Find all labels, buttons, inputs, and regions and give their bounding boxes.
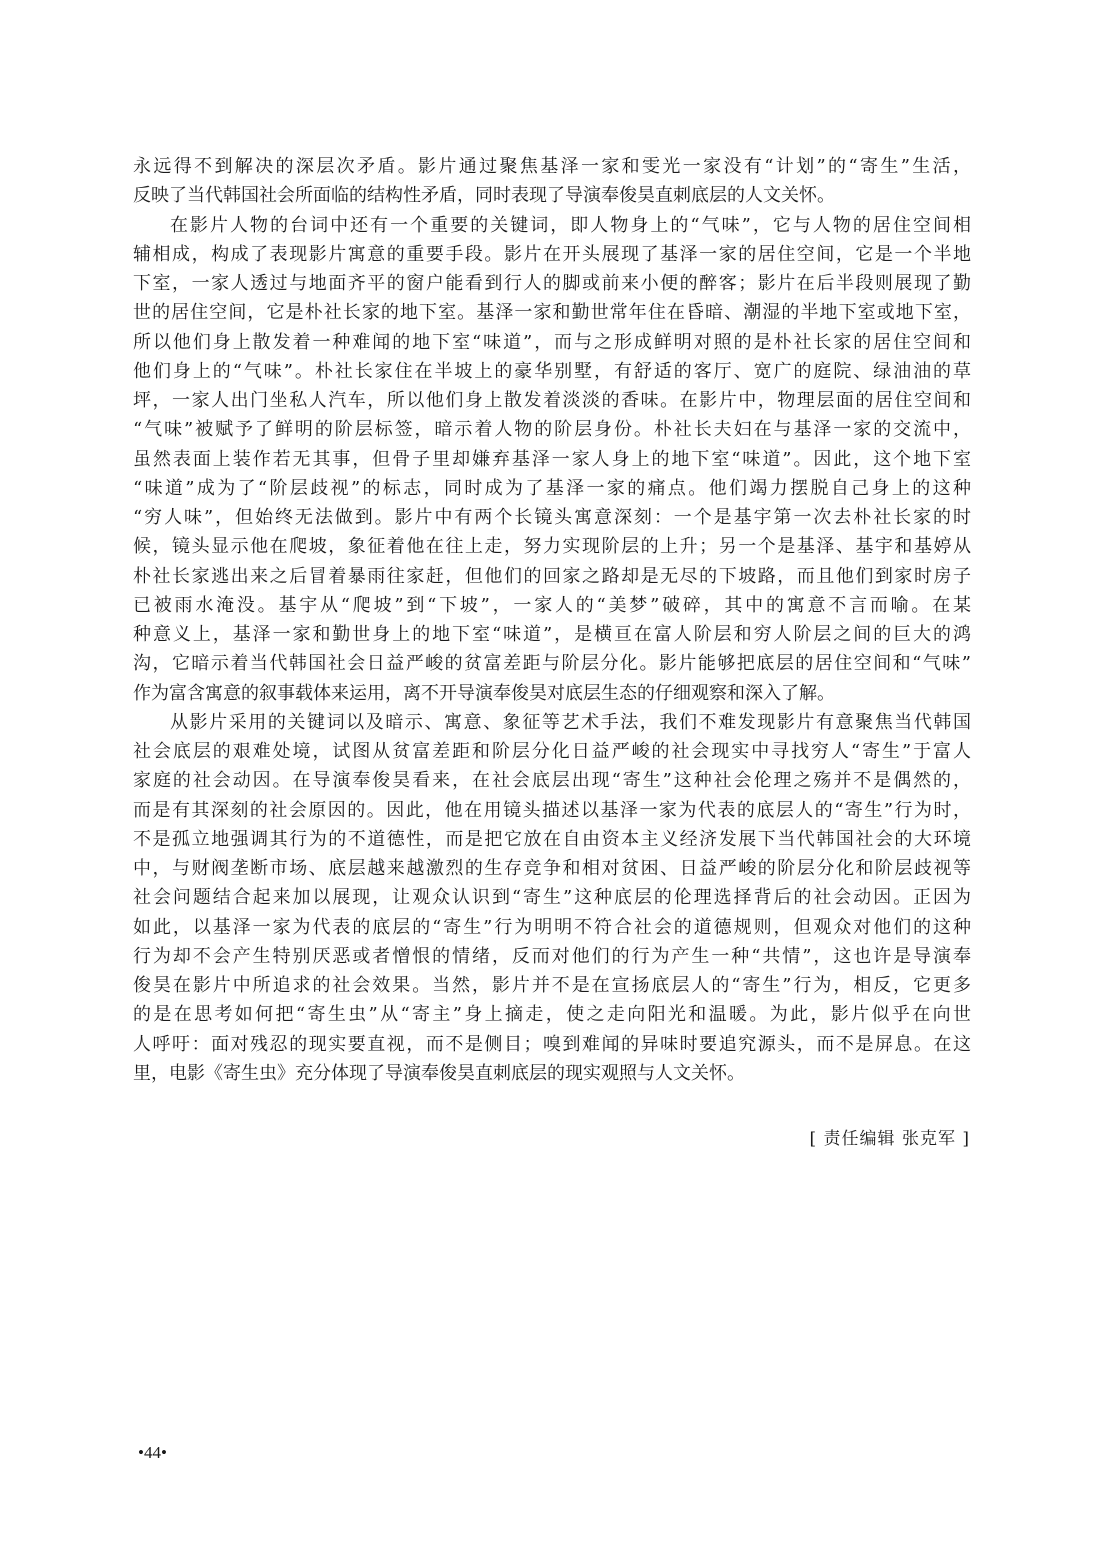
text-line: 社会问题结合起来加以展现，让观众认识到“寄生”这种底层的伦理选择背后的社会动因。正因为 [133, 887, 971, 909]
text-line: 家庭的社会动因。在导演奉俊昊看来，在社会底层出现“寄生”这种社会伦理之殇并不是偶然的， [133, 770, 971, 792]
paragraph [133, 708, 971, 1088]
text-line: 永远得不到解决的深层次矛盾。影片通过聚焦基泽一家和雯光一家没有“计划”的“寄生”生活， [133, 156, 971, 177]
text-line: 辅相成，构成了表现影片寓意的重要手段。影片在开头展现了基泽一家的居住空间，它是一个半地 [133, 243, 971, 265]
text-line: 从影片采用的关键词以及暗示、寓意、象征等艺术手法，我们不难发现影片有意聚焦当代韩国 [170, 711, 971, 733]
text-line: 他们身上的“气味”。朴社长家住在半坡上的豪华别墅，有舒适的客厅、宽广的庭院、绿油油的草 [133, 360, 971, 382]
text-line: 行为却不会产生特别厌恶或者憎恨的情绪，反而对他们的行为产生一种“共情”，这也许是导演奉 [133, 945, 971, 967]
text-line: 如此，以基泽一家为代表的底层的“寄生”行为明明不符合社会的道德规则，但观众对他们的这种 [133, 916, 971, 938]
text-line: 下室，一家人透过与地面齐平的窗户能看到行人的脚或前来小便的醉客；影片在后半段则展现了勤 [133, 273, 971, 294]
text-line: 种意义上，基泽一家和勤世身上的地下室“味道”，是横亘在富人阶层和穷人阶层之间的巨大的鸿 [133, 624, 971, 645]
text-line: 中，与财阀垄断市场、底层越来越激烈的生存竞争和相对贫困、日益严峻的阶层分化和阶层歧视等 [133, 858, 971, 879]
text-line: 里，电影《寄生虫》充分体现了导演奉俊昊直刺底层的现实观照与人文关怀。 [133, 1062, 745, 1084]
text-line: “味道”成为了“阶层歧视”的标志，同时成为了基泽一家的痛点。他们竭力摆脱自己身上的这种 [133, 477, 971, 499]
text-line: 世的居住空间，它是朴社长家的地下室。基泽一家和勤世常年住在昏暗、潮湿的半地下室或地下室， [133, 302, 971, 324]
text-line: “气味”被赋予了鲜明的阶层标签，暗示着人物的阶层身份。朴社长夫妇在与基泽一家的交流中， [133, 419, 971, 441]
responsible-editor-note: [ 责任编辑 张克军 ] [809, 1129, 970, 1149]
text-line: 而是有其深刻的社会原因的。因此，他在用镜头描述以基泽一家为代表的底层人的“寄生”行为时， [133, 799, 971, 821]
text-line: 沟，它暗示着当代韩国社会日益严峻的贫富差距与阶层分化。影片能够把底层的居住空间和“气味” [133, 653, 971, 675]
page-number: •44• [138, 1443, 167, 1462]
article-body [133, 152, 971, 1088]
text-line: 作为富含寓意的叙事载体来运用，离不开导演奉俊昊对底层生态的仔细观察和深入了解。 [133, 682, 835, 704]
text-line: 人呼吁：面对残忍的现实要直视，而不是侧目；嗅到难闻的异味时要追究源头，而不是屏息。在这 [133, 1033, 971, 1055]
text-line: 在影片人物的台词中还有一个重要的关键词，即人物身上的“气味”，它与人物的居住空间相 [170, 214, 971, 236]
text-line: 的是在思考如何把“寄生虫”从“寄主”身上摘走，使之走向阳光和温暖。为此，影片似乎在向世 [133, 1004, 971, 1026]
text-line: 候，镜头显示他在爬坡，象征着他在往上走，努力实现阶层的上升；另一个是基泽、基宇和基婷从 [133, 536, 971, 558]
text-line: 反映了当代韩国社会所面临的结构性矛盾，同时表现了导演奉俊昊直刺底层的人文关怀。 [133, 185, 835, 207]
text-line: 所以他们身上散发着一种难闻的地下室“味道”，而与之形成鲜明对照的是朴社长家的居住空间和 [133, 331, 971, 353]
text-line: “穷人味”，但始终无法做到。影片中有两个长镜头寓意深刻：一个是基宇第一次去朴社长家的时 [133, 507, 971, 528]
paragraph [133, 152, 971, 211]
text-line: 坪，一家人出门坐私人汽车，所以他们身上散发着淡淡的香味。在影片中，物理层面的居住空间和 [133, 390, 971, 411]
text-line: 已被雨水淹没。基宇从“爬坡”到“下坡”，一家人的“美梦”破碎，其中的寓意不言而喻。在某 [133, 594, 971, 616]
text-line: 朴社长家逃出来之后冒着暴雨往家赶，但他们的回家之路却是无尽的下坡路，而且他们到家时房子 [133, 565, 971, 587]
text-line: 不是孤立地强调其行为的不道德性，而是把它放在自由资本主义经济发展下当代韩国社会的大环境 [133, 828, 971, 850]
text-line: 社会底层的艰难处境，试图从贫富差距和阶层分化日益严峻的社会现实中寻找穷人“寄生”于富人 [133, 741, 971, 762]
text-line: 虽然表面上装作若无其事，但骨子里却嫌弃基泽一家人身上的地下室“味道”。因此，这个地下室 [133, 448, 971, 470]
text-line: 俊昊在影片中所追求的社会效果。当然，影片并不是在宣扬底层人的“寄生”行为，相反，它更多 [133, 975, 971, 996]
paragraph [133, 211, 971, 708]
